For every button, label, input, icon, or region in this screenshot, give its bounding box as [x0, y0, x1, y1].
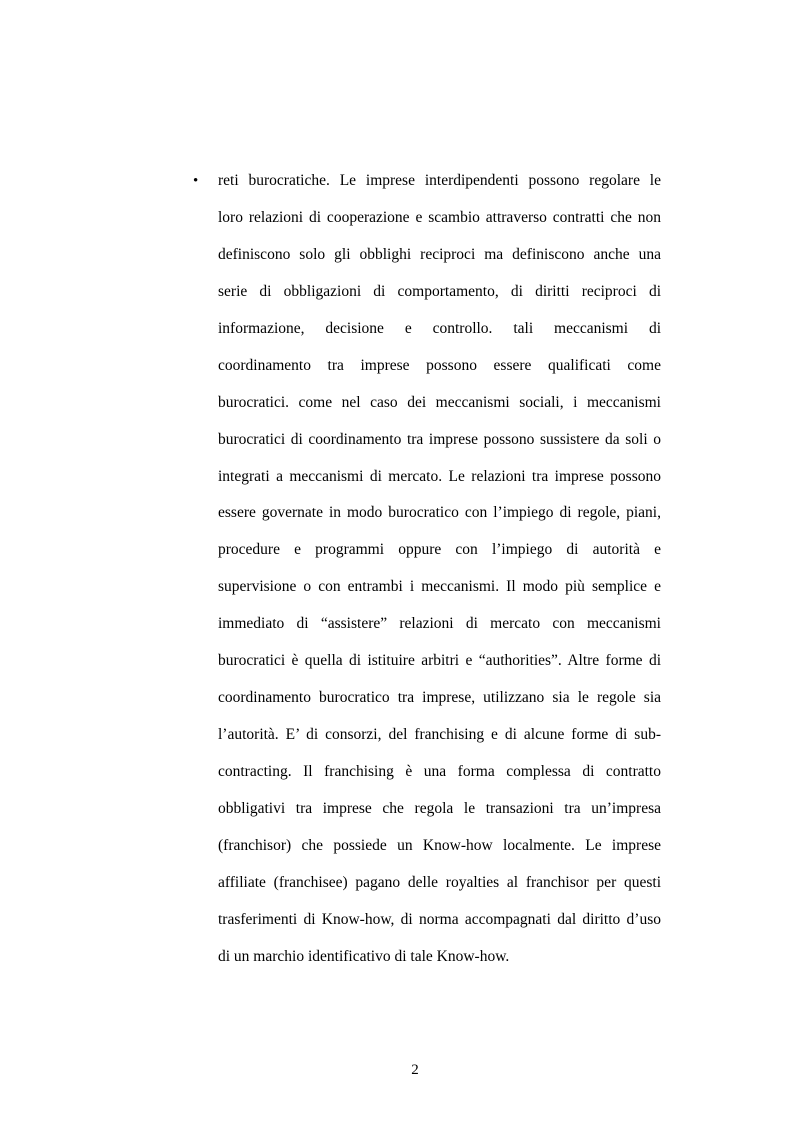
paragraph-line: essere governate in modo burocratico con l’impiego di regole, piani,: [218, 504, 661, 522]
body-paragraph: [218, 168, 661, 981]
paragraph-line: burocratici di coordinamento tra imprese possono sussistere da soli o: [218, 430, 661, 448]
page-number: 2: [411, 1062, 419, 1078]
paragraph-line: informazione, decisione e controllo. tali meccanismi di: [218, 319, 661, 337]
paragraph-line: trasferimenti di Know-how, di norma accompagnati dal diritto d’uso: [218, 910, 661, 928]
paragraph-line: burocratici è quella di istituire arbitri e “authorities”. Altre forme di: [218, 652, 661, 670]
paragraph-line: immediato di “assistere” relazioni di mercato con meccanismi: [218, 615, 661, 633]
bullet-marker: •: [193, 173, 199, 189]
paragraph-line: procedure e programmi oppure con l’impiego di autorità e: [218, 541, 661, 559]
paragraph-line: burocratici. come nel caso dei meccanismi sociali, i meccanismi: [218, 393, 661, 411]
paragraph-line: coordinamento tra imprese possono essere qualificati come: [218, 356, 661, 374]
paragraph-line: l’autorità. E’ di consorzi, del franchising e di alcune forme di sub-: [218, 726, 661, 744]
paragraph-line: contracting. Il franchising è una forma complessa di contratto: [218, 763, 661, 780]
paragraph-line: (franchisor) che possiede un Know-how localmente. Le imprese: [218, 836, 661, 854]
paragraph-line: serie di obbligazioni di comportamento, di diritti reciproci di: [218, 282, 661, 300]
paragraph-line: affiliate (franchisee) pagano delle royalties al franchisor per questi: [218, 873, 661, 891]
paragraph-line: definiscono solo gli obblighi reciproci ma definiscono anche una: [218, 245, 661, 263]
paragraph-line: integrati a meccanismi di mercato. Le relazioni tra imprese possono: [218, 467, 661, 485]
paragraph-line: loro relazioni di cooperazione e scambio attraverso contratti che non: [218, 208, 661, 226]
paragraph-line: di un marchio identificativo di tale Know-how.: [218, 947, 510, 965]
paragraph-line: reti burocratiche. Le imprese interdipendenti possono regolare le: [218, 172, 661, 189]
paragraph-line: supervisione o con entrambi i meccanismi. Il modo più semplice e: [218, 578, 661, 596]
paragraph-line: coordinamento burocratico tra imprese, utilizzano sia le regole sia: [218, 689, 661, 707]
paragraph-line: obbligativi tra imprese che regola le transazioni tra un’impresa: [218, 799, 661, 817]
